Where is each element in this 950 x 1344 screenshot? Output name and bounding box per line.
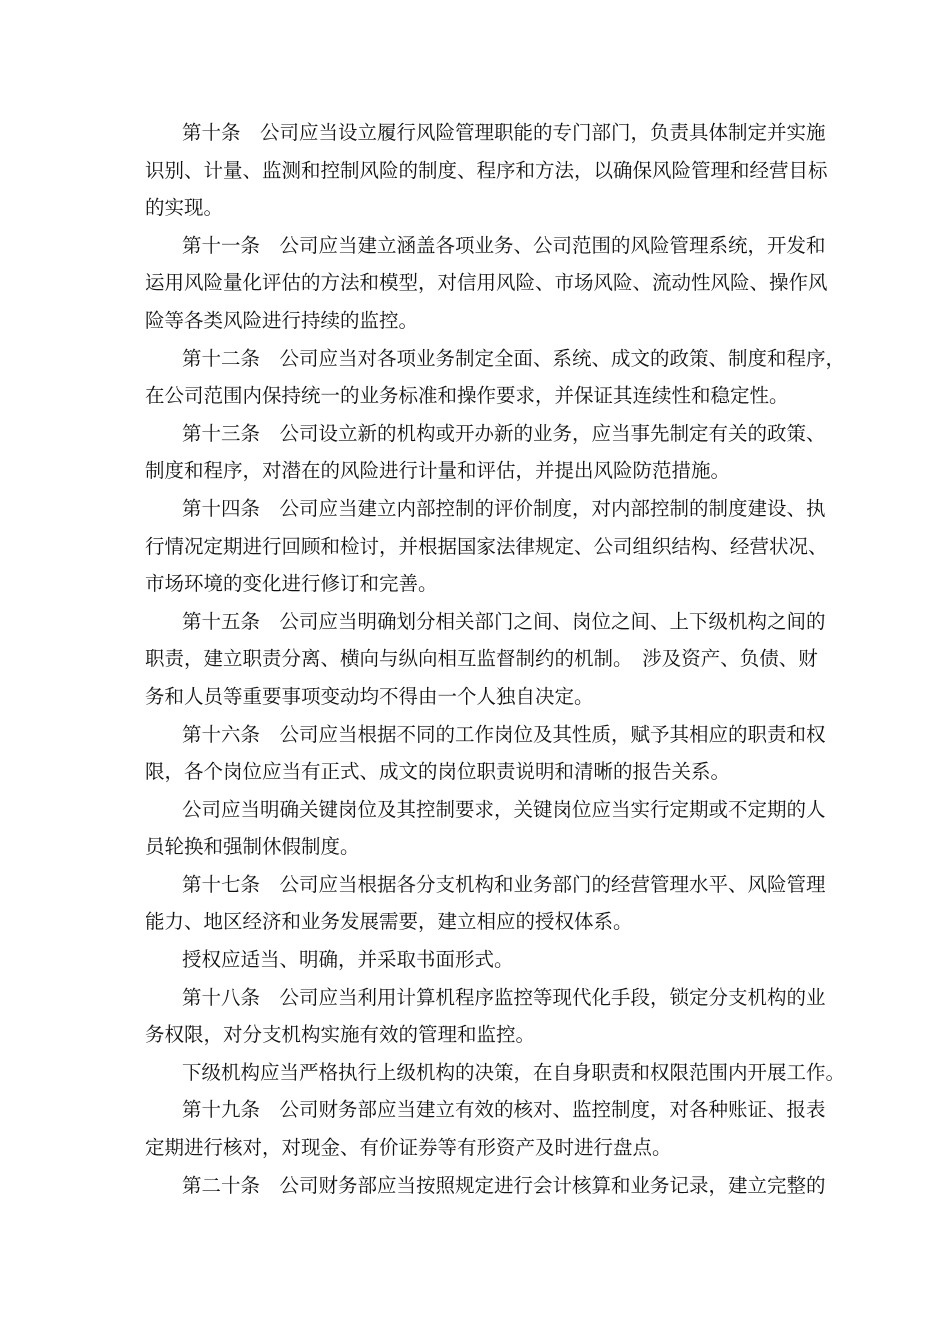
paragraph-article-14-line-1: 第十四条 公司应当建立内部控制的评价制度，对内部控制的制度建设、执 bbox=[182, 496, 826, 520]
paragraph-article-16-line-1: 第十六条 公司应当根据不同的工作岗位及其性质，赋予其相应的职责和权 bbox=[182, 722, 826, 746]
paragraph-article-12-line-2: 在公司范围内保持统一的业务标准和操作要求，并保证其连续性和稳定性。 bbox=[145, 384, 789, 408]
paragraph-article-11-line-1: 第十一条 公司应当建立涵盖各项业务、公司范围的风险管理系统，开发和 bbox=[182, 233, 826, 257]
paragraph-article-20-line-1: 第二十条 公司财务部应当按照规定进行会计核算和业务记录，建立完整的 bbox=[182, 1173, 826, 1197]
paragraph-article-10-line-1: 第十条 公司应当设立履行风险管理职能的专门部门，负责具体制定并实施 bbox=[182, 121, 826, 144]
paragraph-article-18-line-2: 务权限，对分支机构实施有效的管理和监控。 bbox=[145, 1023, 536, 1047]
paragraph-article-17-line-2: 能力、地区经济和业务发展需要，建立相应的授权体系。 bbox=[145, 910, 633, 934]
paragraph-article-17-line-1: 第十七条 公司应当根据各分支机构和业务部门的经营管理水平、风险管理 bbox=[182, 872, 826, 896]
paragraph-article-11-line-3: 险等各类风险进行持续的监控。 bbox=[145, 308, 419, 332]
paragraph-article-15-line-1: 第十五条 公司应当明确划分相关部门之间、岗位之间、上下级机构之间的 bbox=[182, 609, 826, 633]
paragraph-authorization-line-1: 授权应适当、明确，并采取书面形式。 bbox=[182, 948, 514, 972]
paragraph-article-18-line-1: 第十八条 公司应当利用计算机程序监控等现代化手段，锁定分支机构的业 bbox=[182, 985, 826, 1009]
paragraph-article-14-line-2: 行情况定期进行回顾和检讨，并根据国家法律规定、公司组织结构、经营状况、 bbox=[145, 534, 828, 558]
paragraph-article-16-line-2: 限，各个岗位应当有正式、成文的岗位职责说明和清晰的报告关系。 bbox=[145, 760, 731, 784]
paragraph-subordinate-line-1: 下级机构应当严格执行上级机构的决策，在自身职责和权限范围内开展工作。 bbox=[182, 1060, 846, 1084]
document-body bbox=[145, 114, 846, 1204]
paragraph-article-13-line-1: 第十三条 公司设立新的机构或开办新的业务，应当事先制定有关的政策、 bbox=[182, 421, 826, 445]
paragraph-article-13-line-2: 制度和程序，对潜在的风险进行计量和评估，并提出风险防范措施。 bbox=[145, 459, 731, 483]
paragraph-article-10-line-2: 识别、计量、监测和控制风险的制度、程序和方法，以确保风险管理和经营目标 bbox=[145, 158, 828, 182]
paragraph-article-10-line-3: 的实现。 bbox=[145, 196, 224, 220]
paragraph-article-15-line-2: 职责，建立职责分离、横向与纵向相互监督制约的机制。 涉及资产、负债、财 bbox=[145, 647, 818, 671]
paragraph-key-posts-line-1: 公司应当明确关键岗位及其控制要求，关键岗位应当实行定期或不定期的人 bbox=[182, 797, 826, 821]
paragraph-article-12-line-1: 第十二条 公司应当对各项业务制定全面、系统、成文的政策、制度和程序， bbox=[182, 346, 846, 370]
paragraph-article-11-line-2: 运用风险量化评估的方法和模型，对信用风险、市场风险、流动性风险、操作风 bbox=[145, 271, 828, 295]
paragraph-article-14-line-3: 市场环境的变化进行修订和完善。 bbox=[145, 572, 438, 596]
paragraph-key-posts-line-2: 员轮换和强制休假制度。 bbox=[145, 835, 360, 859]
paragraph-article-19-line-1: 第十九条 公司财务部应当建立有效的核对、监控制度，对各种账证、报表 bbox=[182, 1098, 826, 1122]
paragraph-article-15-line-3: 务和人员等重要事项变动均不得由一个人独自决定。 bbox=[145, 684, 594, 708]
paragraph-article-19-line-2: 定期进行核对，对现金、有价证券等有形资产及时进行盘点。 bbox=[145, 1136, 672, 1160]
